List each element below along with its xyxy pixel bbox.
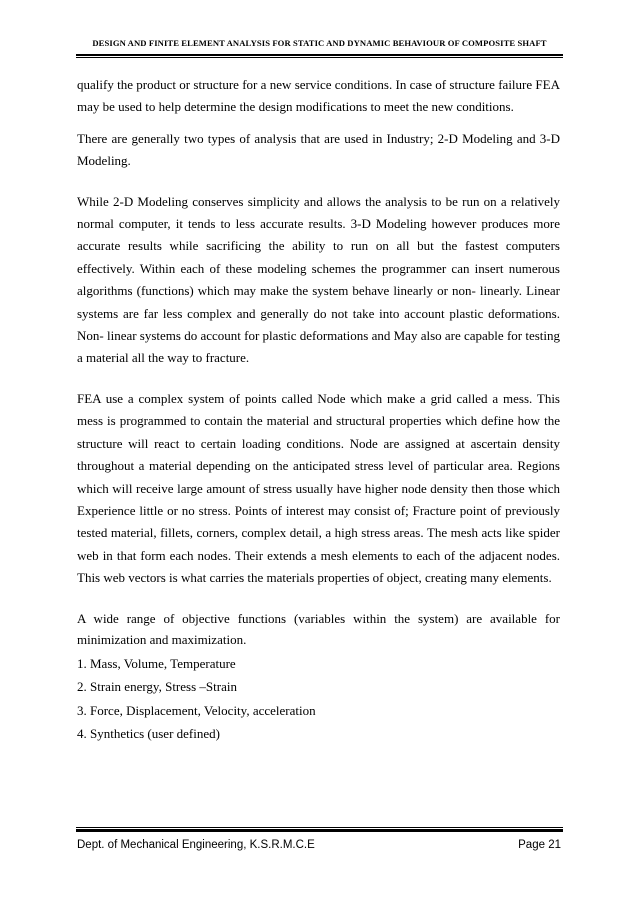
page-body — [77, 74, 560, 746]
header-rule-thin — [76, 57, 563, 58]
paragraph: A wide range of objective functions (variables within the system) are available for minimization and maximization. — [77, 610, 560, 647]
list-item: 1. Mass, Volume, Temperature — [77, 655, 236, 671]
running-header: DESIGN AND FINITE ELEMENT ANALYSIS FOR STATIC AND DYNAMIC BEHAVIOUR OF COMPOSITE SHAFT — [92, 38, 547, 48]
list-item: 3. Force, Displacement, Velocity, acceleration — [77, 702, 316, 718]
footer-department: Dept. of Mechanical Engineering, K.S.R.M.C.E — [77, 839, 315, 851]
paragraph: There are generally two types of analysis that are used in Industry; 2-D Modeling and 3-D Modeling. — [77, 130, 560, 169]
footer-rule-thick — [76, 829, 563, 832]
header-rule-thick — [76, 54, 563, 56]
footer-page-number: Page 21 — [518, 839, 561, 851]
page-footer — [77, 839, 561, 851]
list-item: 4. Synthetics (user defined) — [77, 726, 220, 742]
paragraph: FEA use a complex system of points called Node which make a grid called a mess. This mess is programmed to contain the material and structural properties which define how the structure will react to certain loading conditions. Node are assigned at ascertain density throughout a material depending on the anticipated stress level of particular area. Regions which will receive large amount of stress usually have higher node density then those which Experience little or no stress. Points of interest may consist of; Fracture point of previously tested material, fillets, corners, complex detail, a high stress areas. The mesh acts like spider web in that form each nodes. Their extends a mesh elements to each of the adjacent nodes. This web vectors is what carries the materials properties of object, creating many elements. — [77, 390, 560, 586]
paragraph: qualify the product or structure for a new service conditions. In case of structure failure FEA may be used to help determine the design modifications to meet the new conditions. — [77, 77, 560, 115]
objective-functions-list — [77, 652, 560, 746]
paragraph: While 2-D Modeling conserves simplicity and allows the analysis to be run on a relatively normal computer, it tends to less accurate results. 3-D Modeling however produces more accurate results while sacrificing the ability to run on all but the fastest computers effectively. Within each of these modeling schemes the programmer can insert numerous algorithms (functions) which may make the system behave linearly or non- linearly. Linear systems are far less complex and generally do not take into account plastic deformations. Non- linear systems do account for plastic deformations and May also are capable for testing a material all the way to fracture. — [77, 193, 561, 366]
list-item: 2. Strain energy, Stress –Strain — [77, 679, 237, 695]
footer-rule-thin — [76, 827, 563, 828]
